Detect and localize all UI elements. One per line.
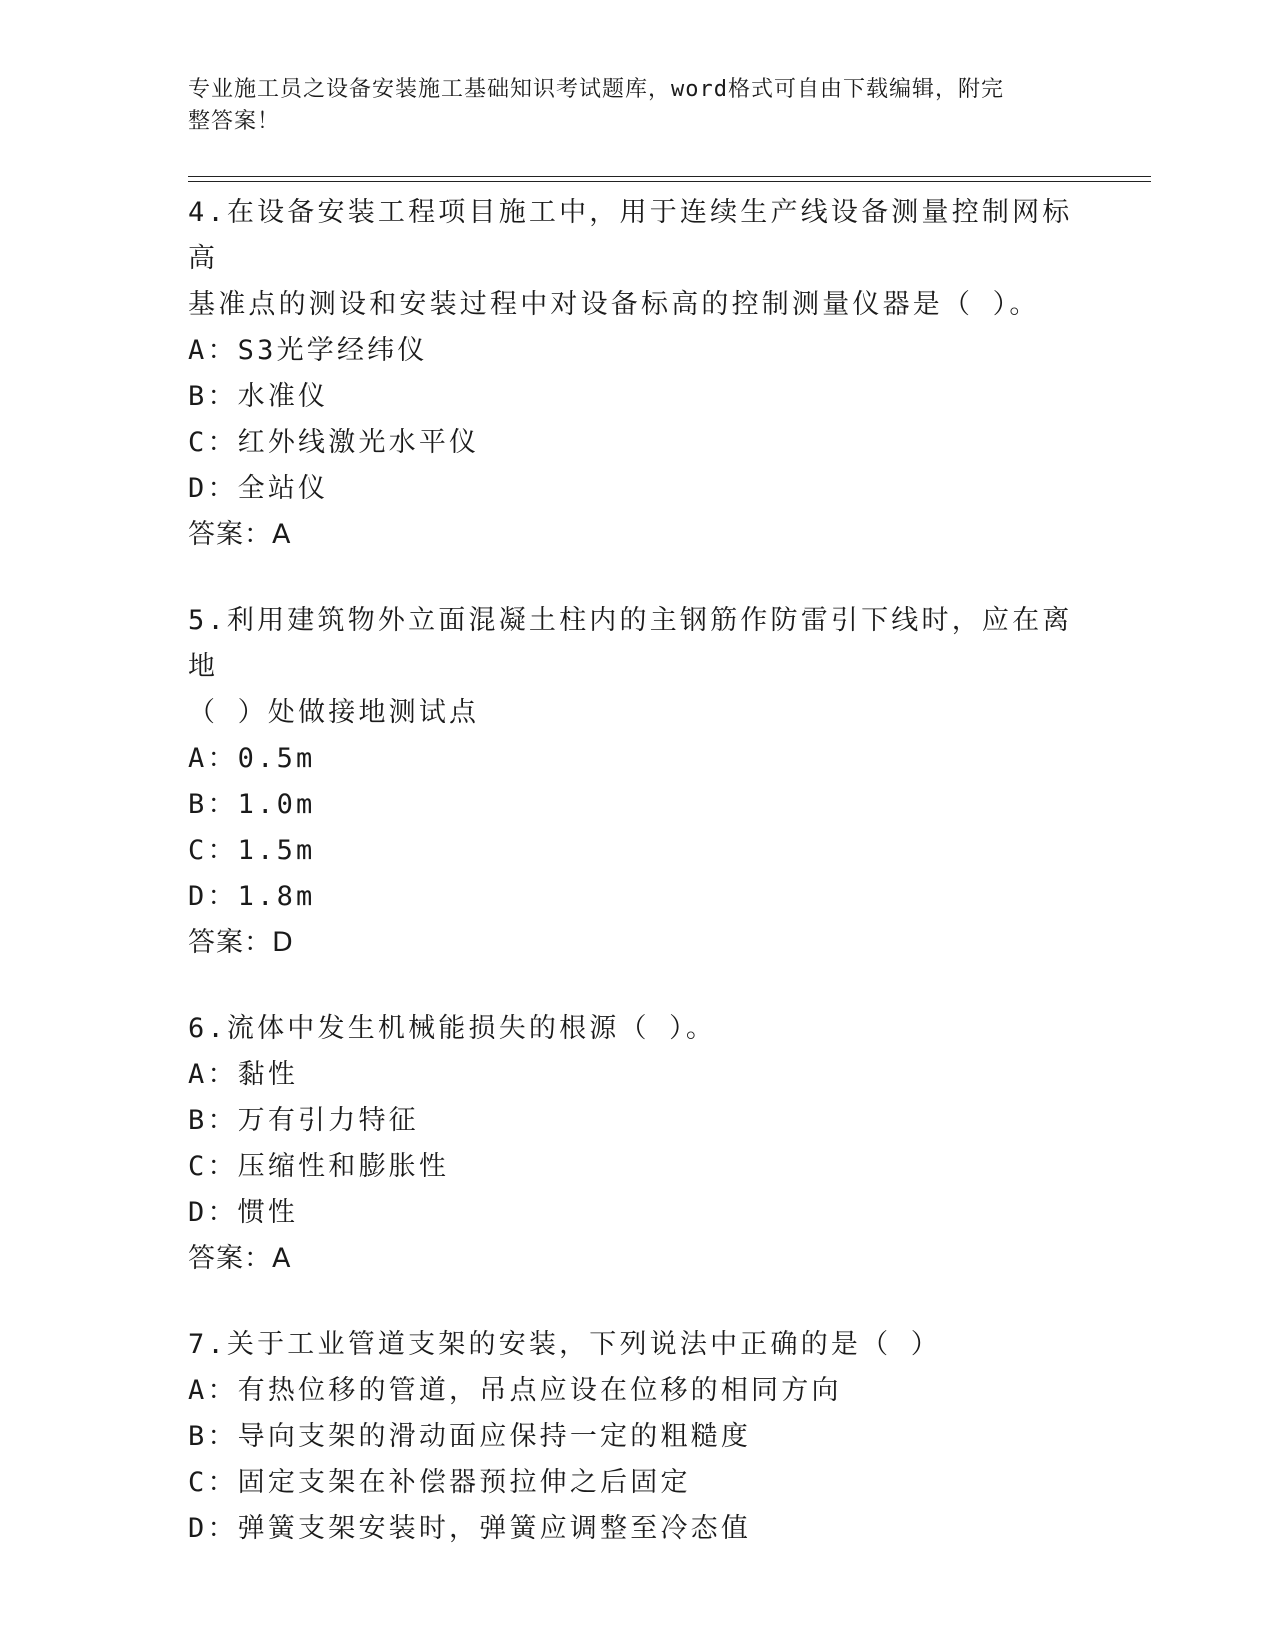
question-stem [188,1322,1088,1368]
option-text: 红外线激光水平仪 [237,427,480,458]
answer-value: A [272,519,292,550]
option-text: 0.5m [237,743,316,774]
question-stem [188,598,1088,736]
question-stem-line-1: 4.在设备安装工程项目施工中，用于连续生产线设备测量控制网标高 [188,197,1073,274]
option-text: 黏性 [237,1059,299,1090]
option-d [188,1190,1088,1236]
option-b [188,1414,1088,1460]
option-letter: D： [188,1513,238,1544]
option-letter: D： [188,881,238,912]
option-text: 弹簧支架安装时，弹簧应调整至冷态值 [237,1513,752,1544]
option-letter: D： [188,473,238,504]
option-text: 1.0m [237,789,316,820]
answer-value: D [272,927,294,958]
option-letter: B： [188,789,238,820]
question-6 [188,1006,1088,1282]
header-divider-bottom [188,181,1151,182]
question-stem-line-1: 5.利用建筑物外立面混凝土柱内的主钢筋作防雷引下线时，应在离地 [188,605,1073,682]
option-letter: A： [188,1059,238,1090]
option-text: 1.8m [237,881,316,912]
option-text: 全站仪 [237,473,329,504]
option-b [188,782,1088,828]
question-list [188,190,1088,1592]
option-c [188,1144,1088,1190]
answer-label: 答案： [188,519,272,550]
option-text: 水准仪 [237,381,329,412]
option-a [188,1052,1088,1098]
option-letter: B： [188,381,238,412]
option-c [188,828,1088,874]
question-stem-line-2: 基准点的测设和安装过程中对设备标高的控制测量仪器是（ ）。 [188,289,1040,320]
answer-value: A [272,1243,292,1274]
option-b [188,1098,1088,1144]
question-stem-line-1: 6.流体中发生机械能损失的根源（ ）。 [188,1013,717,1044]
header-divider-top [188,176,1151,177]
option-text: 导向支架的滑动面应保持一定的粗糙度 [237,1421,752,1452]
option-a [188,736,1088,782]
option-d [188,1506,1088,1552]
option-d [188,874,1088,920]
option-text: 固定支架在补偿器预拉伸之后固定 [237,1467,691,1498]
question-4 [188,190,1088,558]
option-text: S3光学经纬仪 [237,335,428,366]
question-stem [188,190,1088,328]
option-letter: A： [188,1375,238,1406]
header-line-1: 专业施工员之设备安装施工基础知识考试题库，word格式可自由下载编辑，附完 [188,77,1004,102]
option-text: 有热位移的管道，吊点应设在位移的相同方向 [237,1375,842,1406]
option-text: 惯性 [237,1197,299,1228]
answer-label: 答案： [188,927,272,958]
option-c [188,1460,1088,1506]
option-text: 压缩性和膨胀性 [237,1151,450,1182]
document-header [188,74,1068,138]
option-letter: A： [188,743,238,774]
question-stem [188,1006,1088,1052]
option-letter: C： [188,1151,238,1182]
option-a [188,328,1088,374]
option-a [188,1368,1088,1414]
answer-line [188,1236,1088,1282]
option-letter: B： [188,1421,238,1452]
option-letter: D： [188,1197,238,1228]
header-line-2: 整答案！ [188,109,281,134]
answer-line [188,920,1088,966]
option-text: 万有引力特征 [237,1105,419,1136]
option-letter: A： [188,335,238,366]
option-letter: C： [188,427,238,458]
answer-label: 答案： [188,1243,272,1274]
answer-line [188,512,1088,558]
option-b [188,374,1088,420]
question-stem-line-1: 7.关于工业管道支架的安装，下列说法中正确的是（ ） [188,1329,941,1360]
question-stem-line-2: （ ）处做接地测试点 [188,697,480,728]
option-letter: C： [188,835,238,866]
option-text: 1.5m [237,835,316,866]
option-letter: B： [188,1105,238,1136]
option-letter: C： [188,1467,238,1498]
option-d [188,466,1088,512]
question-5 [188,598,1088,966]
question-7 [188,1322,1088,1552]
option-c [188,420,1088,466]
